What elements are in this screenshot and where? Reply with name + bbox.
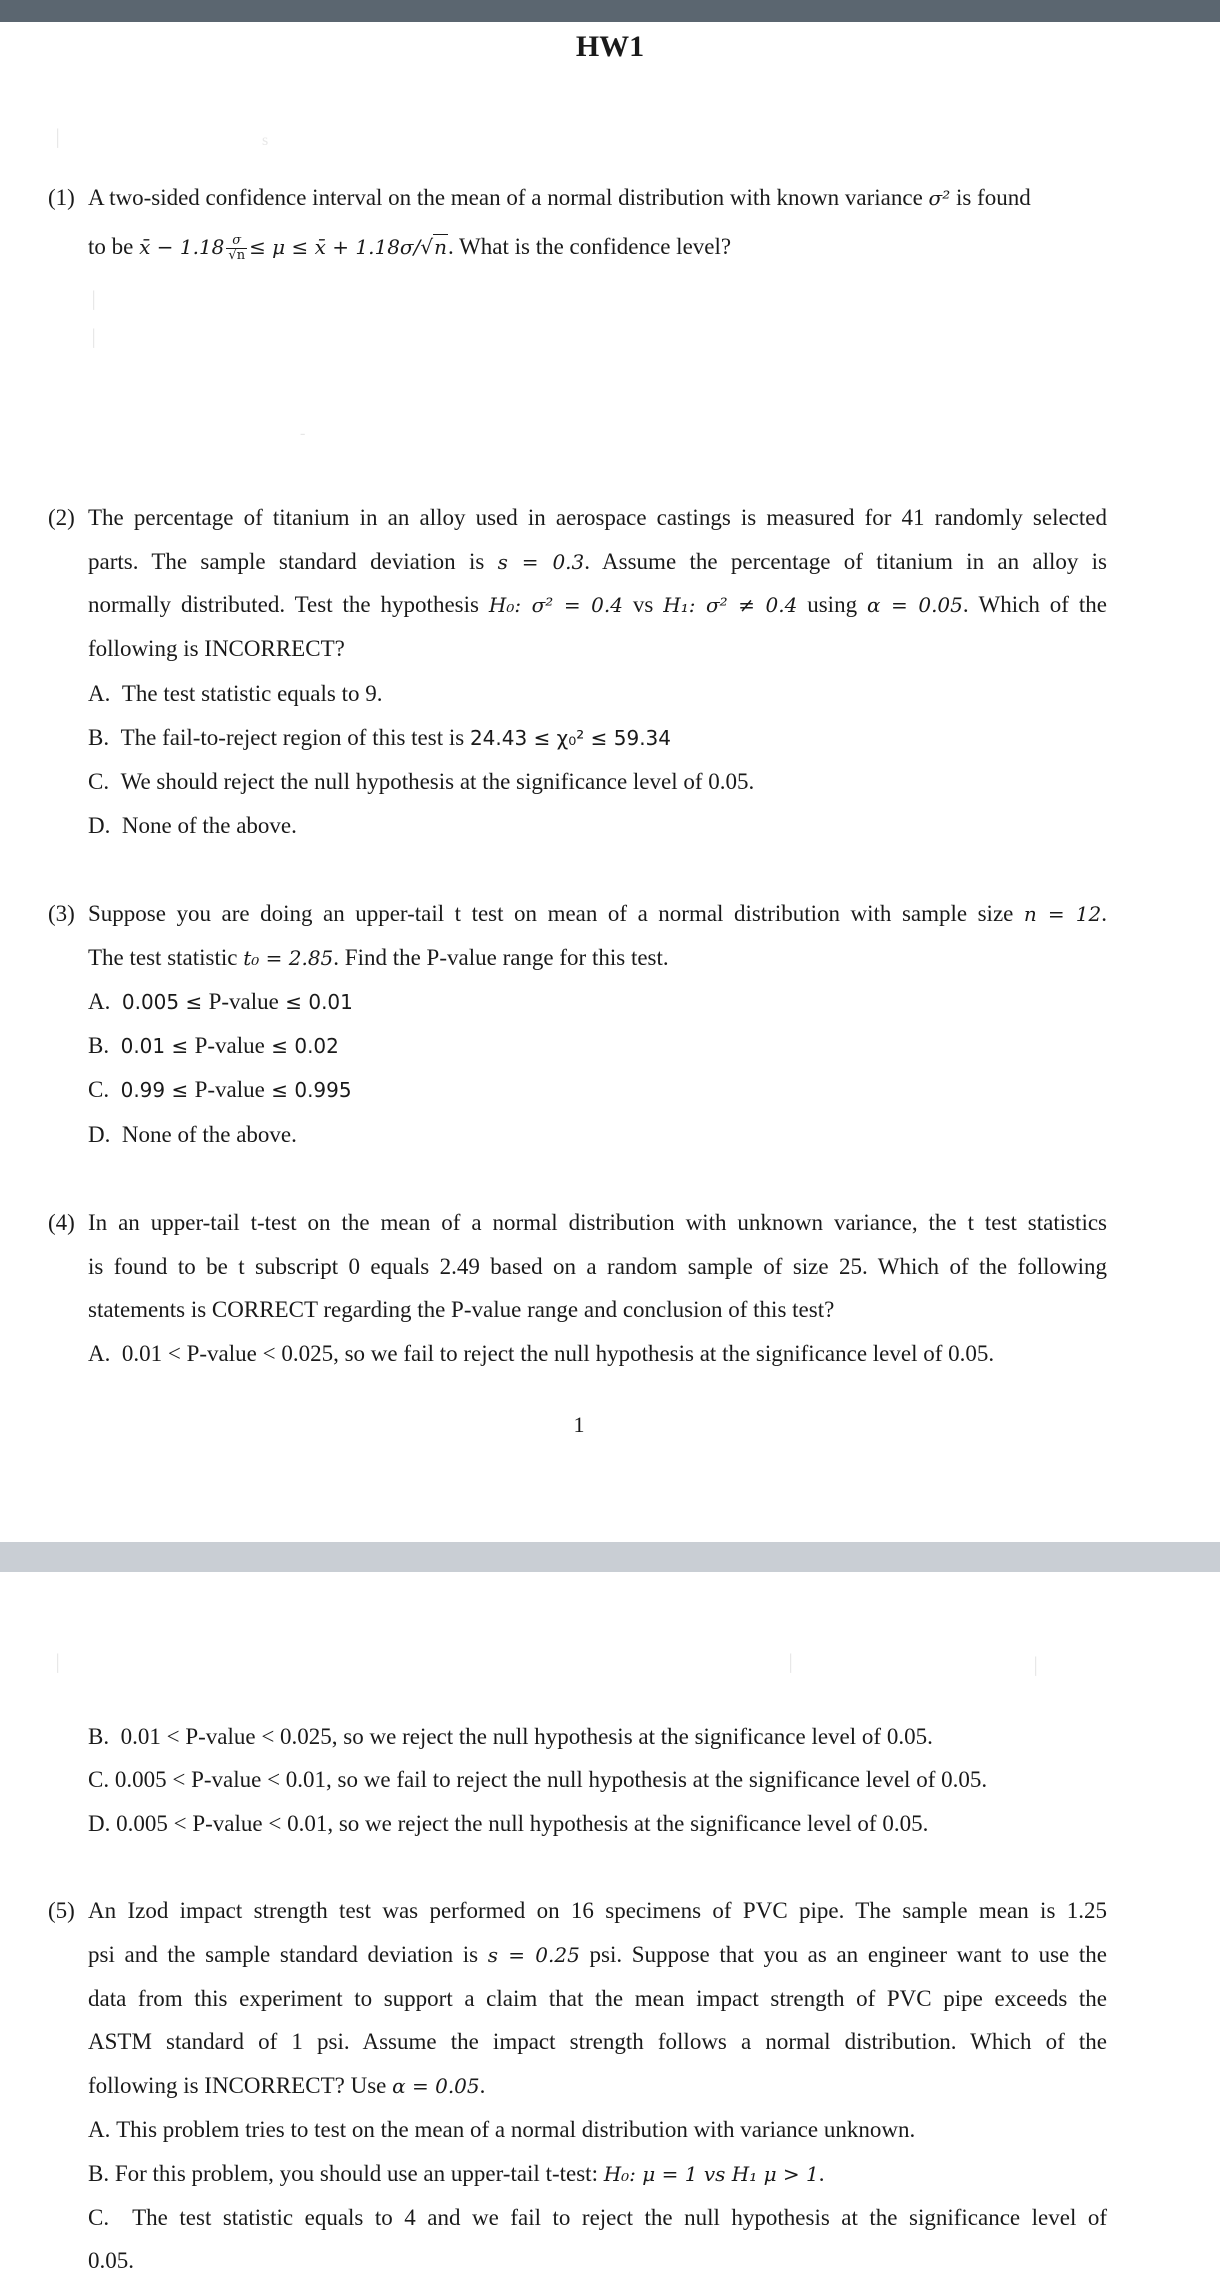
fraction: $\frac{\sigma}{√n}$ [228,233,246,264]
question-text-line: normally distributed. Test the hypothesis H₀: σ² = 0.4 vs H₁: σ² ≠ 0.4 using α = 0.05. Which of the [88,592,1107,617]
option-b: B. The fail-to-reject region of this test is 24.43 ≤ χ₀² ≤ 59.34 [88,725,671,750]
option-d: D. 0.005 < P-value < 0.01, so we reject the null hypothesis at the significance level of 0.05. [88,1811,929,1836]
scan-artifact: - [300,425,306,442]
question-text-line: In an upper-tail t-test on the mean of a normal distribution with unknown variance, the t test statistics [88,1210,1107,1235]
scan-artifact: │ [52,130,64,147]
option-b: B. 0.01 < P-value < 0.025, so we reject the null hypothesis at the significance level of 0.05. [88,1724,933,1749]
question-text-line: is found to be t subscript 0 equals 2.49 based on a random sample of size 25. Which of the following [88,1254,1107,1279]
scan-artifact: │ [88,292,100,309]
option-c: C. We should reject the null hypothesis at the significance level of 0.05. [88,769,755,794]
scan-artifact: │ [52,1655,64,1672]
page-title: HW1 [575,30,645,63]
option-d: D. None of the above. [88,1122,297,1147]
option-a: A. The test statistic equals to 9. [88,681,383,706]
question-text-line: to be x̄ − 1.18 $\frac{\sigma}{√n}$ ≤ μ ≤ x̄ + 1.18σ/√n. What is the confidence level? [88,233,732,264]
question-number: (5) [48,1898,75,1923]
question-text-line: A two-sided confidence interval on the mean of a normal distribution with known variance σ² is found [88,185,1031,210]
question-text-line: The test statistic t₀ = 2.85. Find the P-value range for this test. [88,945,669,970]
scan-artifact: s [262,132,269,149]
option-c: C. The test statistic equals to 4 and we fail to reject the null hypothesis at the significance level of [88,2205,1108,2230]
question-text-line: Suppose you are doing an upper-tail t test on mean of a normal distribution with sample size n = 12. [88,901,1107,926]
question-text-line: parts. The sample standard deviation is s = 0.3. Assume the percentage of titanium in an alloy is [88,549,1108,574]
option-c: C. 0.005 < P-value < 0.01, so we fail to reject the null hypothesis at the significance level of 0.05. [88,1767,988,1792]
question-text-line: following is INCORRECT? Use α = 0.05. [88,2073,486,2098]
scan-artifact: │ [1030,1658,1042,1675]
page-number: 1 [573,1412,585,1437]
question-number: (3) [48,901,75,926]
question-text-line: ASTM standard of 1 psi. Assume the impact strength follows a normal distribution. Which of the [88,2029,1107,2054]
question-text-line: statements is CORRECT regarding the P-value range and conclusion of this test? [88,1297,835,1322]
question-number: (2) [48,505,75,530]
question-text-line: psi and the sample standard deviation is s = 0.25 psi. Suppose that you as an engineer want to use the [88,1942,1107,1967]
option-b: B. 0.01 ≤ P-value ≤ 0.02 [88,1033,339,1058]
question-number: (4) [48,1210,75,1235]
question-text-line: The percentage of titanium in an alloy used in aerospace castings is measured for 41 randomly selected [88,505,1107,530]
option-c-continued: 0.05. [88,2248,134,2273]
option-a: A. 0.01 < P-value < 0.025, so we fail to reject the null hypothesis at the significance level of 0.05. [88,1341,995,1366]
question-text-line: data from this experiment to support a claim that the mean impact strength of PVC pipe exceeds the [88,1986,1107,2011]
question-text-line: An Izod impact strength test was performed on 16 specimens of PVC pipe. The sample mean is 1.25 [88,1898,1107,1923]
question-number: (1) [48,185,75,210]
option-a: A. This problem tries to test on the mean of a normal distribution with variance unknown. [88,2117,916,2142]
question-text-line: following is INCORRECT? [88,636,345,661]
scan-artifact: │ [88,330,100,347]
option-b: B. For this problem, you should use an upper-tail t-test: H₀: μ = 1 vs H₁ μ > 1. [88,2161,825,2186]
scan-artifact: │ [785,1655,797,1672]
option-a: A. 0.005 ≤ P-value ≤ 0.01 [88,989,353,1014]
option-c: C. 0.99 ≤ P-value ≤ 0.995 [88,1077,352,1102]
option-d: D. None of the above. [88,813,297,838]
page-separator [0,1542,1220,1572]
viewer-top-bar [0,0,1220,22]
